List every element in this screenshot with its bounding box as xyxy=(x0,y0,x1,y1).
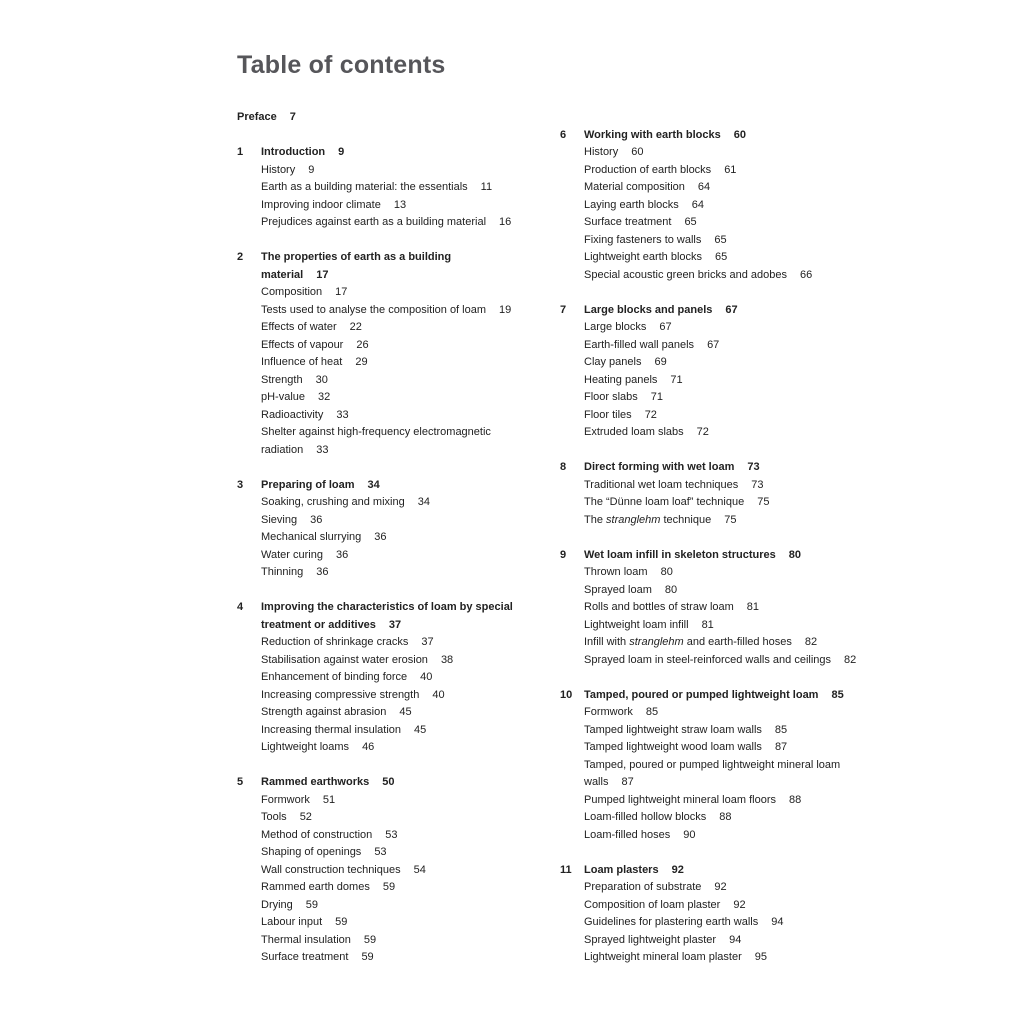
toc-item-label: Pumped lightweight mineral loam floors xyxy=(584,793,776,806)
toc-item-label: Lightweight loam infill xyxy=(584,618,689,631)
toc-section xyxy=(237,249,520,459)
toc-item xyxy=(261,634,520,652)
toc-item-page: 59 xyxy=(361,951,374,963)
toc-item xyxy=(584,914,867,932)
toc-preface-label: Preface xyxy=(237,111,277,123)
section-title xyxy=(584,862,867,880)
toc-item xyxy=(261,512,520,530)
section-title xyxy=(261,599,520,634)
toc-section xyxy=(560,127,867,285)
toc-item-page: 71 xyxy=(670,373,683,386)
toc-item-label: The stranglehm technique xyxy=(584,513,712,526)
section-title xyxy=(584,302,867,320)
toc-item-page: 75 xyxy=(757,496,770,508)
toc-item xyxy=(584,809,867,827)
section-items xyxy=(261,162,520,232)
toc-item-page: 69 xyxy=(654,356,667,368)
toc-item-page: 87 xyxy=(774,741,788,753)
toc-item-label: Earth as a building material: the essentials xyxy=(261,181,468,193)
toc-section xyxy=(560,862,867,967)
toc-item-label: Improving indoor climate xyxy=(261,198,381,211)
toc-item-page: 29 xyxy=(355,356,368,368)
toc-item-label: Tamped lightweight straw loam walls xyxy=(584,723,762,736)
toc-item-page: 90 xyxy=(683,828,696,841)
toc-item xyxy=(584,424,867,442)
toc-item-page: 92 xyxy=(733,898,746,911)
toc-preface xyxy=(237,109,520,127)
toc-item-label: Lightweight mineral loam plaster xyxy=(584,951,742,963)
toc-item-page: 17 xyxy=(335,286,348,298)
toc-item-page: 72 xyxy=(696,426,709,438)
toc-item xyxy=(261,809,520,827)
toc-item-page: 53 xyxy=(385,828,398,841)
toc-item-label: Mechanical slurrying xyxy=(261,531,362,543)
toc-item xyxy=(584,162,867,180)
toc-item xyxy=(584,932,867,950)
toc-item-label: Radioactivity xyxy=(261,408,324,421)
section-items xyxy=(584,704,867,844)
toc-item-page: 46 xyxy=(362,741,375,753)
toc-item-page: 52 xyxy=(299,811,312,823)
section-title-text: Loam plasters xyxy=(584,863,659,876)
toc-item-page: 65 xyxy=(715,251,728,263)
toc-item xyxy=(584,564,867,582)
toc-item-label: Sieving xyxy=(261,513,298,526)
toc-item-label: Clay panels xyxy=(584,356,642,368)
toc-item-label: Formwork xyxy=(584,706,633,718)
toc-section xyxy=(560,302,867,442)
toc-item xyxy=(261,354,520,372)
toc-section xyxy=(237,774,520,967)
section-heading xyxy=(560,302,867,320)
toc-item-page: 85 xyxy=(774,723,788,736)
toc-columns xyxy=(237,109,877,967)
toc-item-page: 67 xyxy=(707,338,720,351)
toc-item-page: 11 xyxy=(480,181,493,193)
toc-item-page: 59 xyxy=(363,933,377,946)
toc-item xyxy=(261,827,520,845)
toc-section xyxy=(237,477,520,582)
section-title xyxy=(584,547,867,565)
toc-item-page: 73 xyxy=(751,478,764,491)
section-title-text: Direct forming with wet loam xyxy=(584,461,735,473)
toc-item-page: 45 xyxy=(414,723,427,736)
toc-item-page: 9 xyxy=(308,163,315,176)
toc-item-label: Composition xyxy=(261,286,323,298)
toc-item-label: Traditional wet loam techniques xyxy=(584,478,739,491)
section-title-text: Introduction xyxy=(261,146,326,158)
section-title xyxy=(584,459,867,477)
toc-item xyxy=(584,949,867,967)
toc-section xyxy=(237,144,520,232)
toc-item xyxy=(261,162,520,180)
section-page: 85 xyxy=(831,688,844,701)
section-items xyxy=(261,494,520,582)
toc-item-page: 66 xyxy=(800,268,813,281)
toc-item-label: Composition of loam plaster xyxy=(584,898,721,911)
toc-item-page: 37 xyxy=(421,636,434,648)
toc-item xyxy=(261,862,520,880)
section-title xyxy=(261,249,520,284)
section-heading xyxy=(237,599,520,634)
toc-item-label: Strength against abrasion xyxy=(261,706,387,718)
section-title-text: Large blocks and panels xyxy=(584,303,713,316)
toc-content xyxy=(237,50,877,967)
toc-item xyxy=(584,337,867,355)
section-title-text: Rammed earthworks xyxy=(261,776,370,788)
toc-item-label: Reduction of shrinkage cracks xyxy=(261,636,409,648)
section-page: 9 xyxy=(338,146,345,158)
toc-item-page: 54 xyxy=(413,863,426,876)
toc-item xyxy=(584,634,867,652)
toc-item xyxy=(261,372,520,390)
toc-item xyxy=(584,879,867,897)
toc-item-page: 81 xyxy=(701,618,714,631)
section-title-text: Working with earth blocks xyxy=(584,128,721,141)
toc-item-label: Method of construction xyxy=(261,828,373,841)
toc-section xyxy=(560,547,867,670)
section-page: 17 xyxy=(316,268,329,281)
section-items xyxy=(261,792,520,967)
toc-item-label: Water curing xyxy=(261,548,323,561)
section-title-text: Preparing of loam xyxy=(261,478,355,491)
toc-item-label: Rolls and bottles of straw loam xyxy=(584,601,734,613)
toc-item xyxy=(584,372,867,390)
toc-section xyxy=(560,687,867,845)
toc-item-page: 19 xyxy=(499,303,512,316)
toc-item xyxy=(584,232,867,250)
section-title xyxy=(261,144,520,162)
section-number: 9 xyxy=(560,548,567,561)
toc-item-page: 65 xyxy=(714,233,727,246)
toc-item-label: Floor slabs xyxy=(584,391,638,403)
section-title-text: The properties of earth as a building material xyxy=(261,251,452,281)
toc-item-label: Surface treatment xyxy=(261,951,349,963)
section-page: 37 xyxy=(388,618,402,631)
toc-item-page: 67 xyxy=(659,321,672,333)
section-items xyxy=(584,879,867,967)
toc-item-label: Preparation of substrate xyxy=(584,881,702,893)
toc-item-page: 53 xyxy=(374,846,387,858)
toc-item-label: Guidelines for plastering earth walls xyxy=(584,916,759,928)
toc-item-page: 38 xyxy=(440,653,454,666)
toc-item xyxy=(584,267,867,285)
toc-item xyxy=(584,354,867,372)
toc-item xyxy=(584,827,867,845)
section-heading xyxy=(237,774,520,792)
toc-item xyxy=(584,582,867,600)
toc-item-label: Drying xyxy=(261,898,293,911)
toc-item xyxy=(261,547,520,565)
toc-item xyxy=(584,599,867,617)
toc-item-label: Increasing thermal insulation xyxy=(261,723,402,736)
section-number: 10 xyxy=(560,688,573,701)
toc-item-label: Enhancement of binding force xyxy=(261,671,408,683)
toc-item-page: 22 xyxy=(349,321,362,333)
toc-item-page: 95 xyxy=(754,951,767,963)
toc-item-page: 36 xyxy=(335,548,349,561)
toc-item-page: 36 xyxy=(374,531,387,543)
page-title: Table of contents xyxy=(237,51,446,79)
toc-item-page: 33 xyxy=(336,408,349,421)
toc-item-page: 71 xyxy=(650,391,664,403)
toc-item-label: Infill with stranglehm and earth-filled hoses xyxy=(584,636,792,648)
toc-item-label: Rammed earth domes xyxy=(261,881,370,893)
toc-item-page: 59 xyxy=(382,881,396,893)
toc-item xyxy=(261,494,520,512)
section-title xyxy=(261,774,520,792)
section-number: 6 xyxy=(560,128,567,141)
toc-item xyxy=(261,914,520,932)
toc-column-right xyxy=(560,109,867,967)
toc-item xyxy=(261,687,520,705)
toc-item-page: 88 xyxy=(719,811,732,823)
section-number: 4 xyxy=(237,601,244,613)
section-items xyxy=(584,564,867,669)
section-items xyxy=(261,634,520,757)
toc-item-label: Loam-filled hollow blocks xyxy=(584,811,707,823)
toc-item xyxy=(261,284,520,302)
section-heading xyxy=(560,687,867,705)
toc-item-page: 82 xyxy=(804,636,818,648)
toc-item-page: 61 xyxy=(724,163,737,176)
toc-item-label: Thrown loam xyxy=(584,566,648,578)
section-title xyxy=(584,687,867,705)
toc-item xyxy=(584,197,867,215)
toc-item xyxy=(584,512,867,530)
toc-item-label: Thermal insulation xyxy=(261,933,351,946)
toc-item xyxy=(261,179,520,197)
section-number: 2 xyxy=(237,251,244,263)
toc-item xyxy=(584,494,867,512)
toc-item xyxy=(261,844,520,862)
toc-item xyxy=(261,932,520,950)
toc-item-label: Floor tiles xyxy=(584,408,632,421)
toc-item-label: History xyxy=(261,163,296,176)
toc-item xyxy=(584,179,867,197)
toc-item-label: Lightweight loams xyxy=(261,741,350,753)
toc-item-page: 72 xyxy=(644,408,657,421)
toc-item-label: Extruded loam slabs xyxy=(584,426,684,438)
section-page: 34 xyxy=(367,478,380,491)
toc-item-page: 92 xyxy=(714,881,727,893)
toc-item xyxy=(261,722,520,740)
toc-item-page: 32 xyxy=(318,391,331,403)
toc-item-page: 36 xyxy=(316,566,329,578)
toc-item-page: 87 xyxy=(621,776,634,788)
toc-item xyxy=(261,879,520,897)
toc-item xyxy=(261,214,520,232)
section-page: 73 xyxy=(747,461,760,473)
toc-item-label: Special acoustic green bricks and adobes xyxy=(584,268,788,281)
toc-item xyxy=(261,529,520,547)
toc-item-page: 34 xyxy=(417,496,430,508)
toc-item-label: Surface treatment xyxy=(584,216,672,228)
toc-section xyxy=(560,459,867,529)
section-items xyxy=(584,477,867,530)
toc-item-label: Stabilisation against water erosion xyxy=(261,653,428,666)
section-page: 60 xyxy=(733,128,746,141)
toc-item-label: Soaking, crushing and mixing xyxy=(261,496,405,508)
toc-item-label: Loam-filled hoses xyxy=(584,828,671,841)
toc-item xyxy=(261,389,520,407)
toc-item-label: Laying earth blocks xyxy=(584,198,679,211)
toc-item-label: Shelter against high-frequency electromagnetic radiation xyxy=(261,426,491,456)
toc-item-label: Material composition xyxy=(584,181,685,193)
section-items xyxy=(261,284,520,459)
toc-item-label: Tools xyxy=(261,811,287,823)
toc-item xyxy=(261,704,520,722)
toc-item-page: 40 xyxy=(432,688,445,701)
toc-item xyxy=(261,949,520,967)
toc-item xyxy=(261,897,520,915)
toc-item-label: Fixing fasteners to walls xyxy=(584,233,702,246)
toc-item-label: The “Dünne loam loaf” technique xyxy=(584,496,745,508)
section-number: 7 xyxy=(560,303,567,316)
toc-item xyxy=(584,897,867,915)
section-heading xyxy=(560,459,867,477)
toc-item-page: 36 xyxy=(310,513,323,526)
section-title-text: Tamped, poured or pumped lightweight loam xyxy=(584,688,819,701)
toc-item-label: pH-value xyxy=(261,391,306,403)
section-heading xyxy=(237,477,520,495)
toc-item-page: 51 xyxy=(322,793,336,806)
toc-item-label: History xyxy=(584,146,619,158)
toc-item-page: 16 xyxy=(499,216,512,228)
section-title-text: Improving the characteristics of loam by special treatment or additives xyxy=(261,601,513,631)
toc-item-label: Shaping of openings xyxy=(261,846,362,858)
toc-item xyxy=(584,722,867,740)
toc-item-label: Increasing compressive strength xyxy=(261,688,420,701)
toc-item xyxy=(584,249,867,267)
section-page: 50 xyxy=(382,776,395,788)
toc-item xyxy=(584,652,867,670)
toc-item xyxy=(261,319,520,337)
toc-item-label: Influence of heat xyxy=(261,356,343,368)
section-items xyxy=(584,319,867,442)
section-heading xyxy=(560,127,867,145)
toc-item-page: 65 xyxy=(684,216,697,228)
section-heading xyxy=(237,144,520,162)
toc-section xyxy=(237,599,520,757)
toc-item xyxy=(261,407,520,425)
toc-item-page: 33 xyxy=(316,443,329,456)
toc-item xyxy=(261,652,520,670)
toc-item-label: Effects of vapour xyxy=(261,338,344,351)
toc-item xyxy=(584,214,867,232)
toc-item xyxy=(584,389,867,407)
toc-item xyxy=(584,792,867,810)
toc-item-label: Earth-filled wall panels xyxy=(584,338,695,351)
section-number: 8 xyxy=(560,461,567,473)
toc-item-page: 64 xyxy=(691,198,705,211)
toc-item-label: Sprayed loam in steel-reinforced walls and ceilings xyxy=(584,653,832,666)
toc-item-label: Tamped, poured or pumped lightweight mineral loam walls xyxy=(584,758,841,788)
toc-item-page: 59 xyxy=(335,916,348,928)
toc-item-label: Lightweight earth blocks xyxy=(584,251,703,263)
section-heading xyxy=(237,249,520,284)
toc-item-page: 80 xyxy=(660,566,673,578)
toc-item xyxy=(261,792,520,810)
section-title-text: Wet loam infill in skeleton structures xyxy=(584,548,776,561)
toc-item-page: 40 xyxy=(420,671,433,683)
toc-item-label: Tamped lightweight wood loam walls xyxy=(584,741,762,753)
section-heading xyxy=(560,862,867,880)
toc-item-label: Sprayed lightweight plaster xyxy=(584,933,717,946)
toc-item-page: 13 xyxy=(393,198,407,211)
toc-item-page: 82 xyxy=(844,653,857,666)
toc-column-left xyxy=(237,109,520,967)
toc-item xyxy=(261,669,520,687)
toc-item xyxy=(584,407,867,425)
section-title xyxy=(584,127,867,145)
toc-item-page: 80 xyxy=(664,583,678,596)
toc-item xyxy=(584,757,867,792)
toc-item xyxy=(584,144,867,162)
toc-item-label: Heating panels xyxy=(584,373,658,386)
section-number: 11 xyxy=(560,863,572,876)
toc-preface-page: 7 xyxy=(289,111,296,123)
section-number: 1 xyxy=(237,146,244,158)
toc-item-page: 60 xyxy=(631,146,644,158)
toc-item-label: Wall construction techniques xyxy=(261,863,401,876)
section-page: 80 xyxy=(788,548,801,561)
toc-item-page: 75 xyxy=(724,513,737,526)
toc-item-label: Effects of water xyxy=(261,321,337,333)
toc-item xyxy=(261,424,520,459)
toc-item xyxy=(584,477,867,495)
toc-item-label: Strength xyxy=(261,373,303,386)
toc-item-page: 81 xyxy=(746,601,760,613)
toc-item-page: 85 xyxy=(645,706,659,718)
toc-item xyxy=(584,319,867,337)
section-heading xyxy=(560,547,867,565)
section-title xyxy=(261,477,520,495)
toc-item-page: 94 xyxy=(771,916,784,928)
toc-item xyxy=(261,564,520,582)
toc-item-label: Labour input xyxy=(261,916,323,928)
toc-item xyxy=(261,197,520,215)
toc-item-label: Production of earth blocks xyxy=(584,163,712,176)
section-number: 3 xyxy=(237,478,244,491)
toc-item-label: Formwork xyxy=(261,793,310,806)
toc-item-label: Tests used to analyse the composition of loam xyxy=(261,303,487,316)
section-items xyxy=(584,144,867,284)
section-page: 67 xyxy=(725,303,738,316)
toc-item-page: 45 xyxy=(399,706,412,718)
toc-item-page: 94 xyxy=(729,933,742,946)
section-number: 5 xyxy=(237,776,244,788)
toc-item-page: 59 xyxy=(305,898,319,911)
toc-item xyxy=(261,739,520,757)
toc-item xyxy=(584,617,867,635)
toc-item xyxy=(261,302,520,320)
toc-item xyxy=(584,704,867,722)
toc-item xyxy=(261,337,520,355)
toc-item-label: Large blocks xyxy=(584,321,647,333)
toc-item-page: 26 xyxy=(356,338,369,351)
toc-item xyxy=(584,739,867,757)
toc-item-label: Thinning xyxy=(261,566,304,578)
toc-item-page: 88 xyxy=(788,793,802,806)
toc-item-label: Sprayed loam xyxy=(584,583,652,596)
toc-item-page: 30 xyxy=(315,373,328,386)
section-page: 92 xyxy=(671,863,684,876)
toc-item-page: 64 xyxy=(697,181,711,193)
toc-item-label: Prejudices against earth as a building material xyxy=(261,216,487,228)
